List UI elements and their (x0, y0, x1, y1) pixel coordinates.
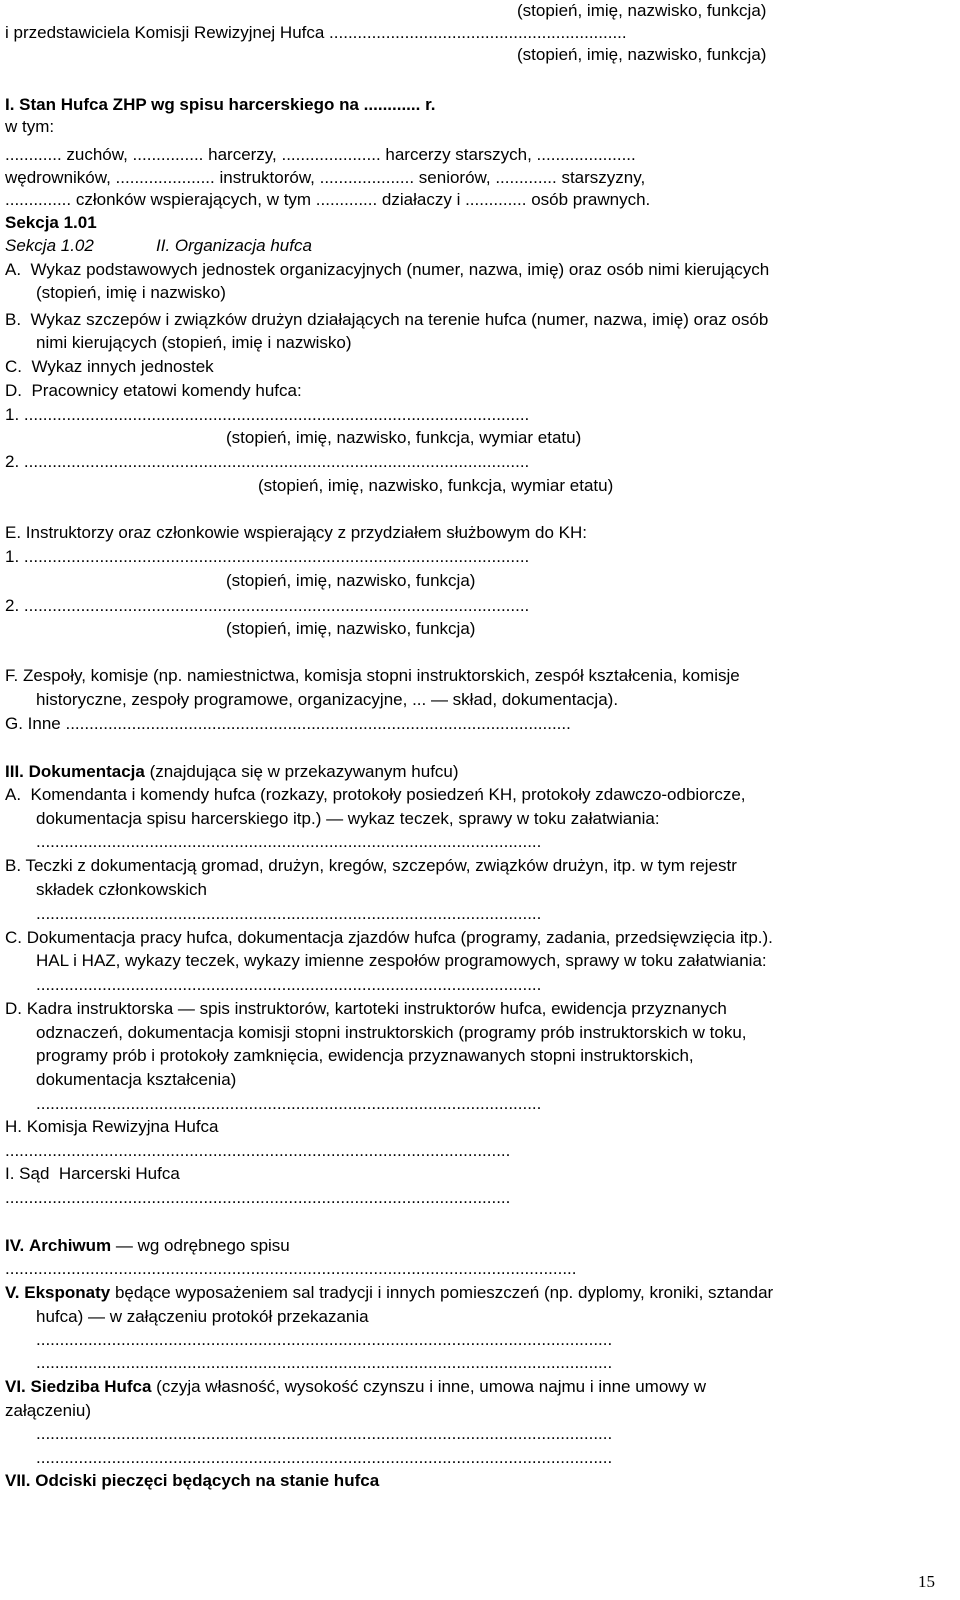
section-6-heading: VI. Siedziba Hufca (czyja własność, wysokość czynszu i inne, umowa najmu i inne umowy w (5, 1377, 707, 1396)
fill-line: ........................................................................................................... (36, 975, 542, 994)
fill-line: 2. ........................................................................................................... (5, 596, 530, 615)
section-7-heading: VII. Odciski pieczęci będących na stanie hufca (5, 1471, 380, 1490)
text-line: A. Wykaz podstawowych jednostek organizacyjnych (numer, nazwa, imię) oraz osób nimi kierujących (5, 260, 770, 279)
text-line: odznaczeń, dokumentacja komisji stopni instruktorskich (programy prób instruktorskich w toku, (36, 1023, 747, 1042)
caption: (stopień, imię, nazwisko, funkcja) (517, 1, 767, 20)
caption: (stopień, imię, nazwisko, funkcja, wymiar etatu) (258, 476, 614, 495)
text-line: w tym: (5, 117, 55, 136)
text-line: B. Teczki z dokumentacją gromad, drużyn, kregów, szczepów, związków drużyn, itp. w tym rejestr (5, 856, 737, 875)
section-1-heading: I. Stan Hufca ZHP wg spisu harcerskiego na ............ r. (5, 95, 436, 114)
text-line: B. Wykaz szczepów i związków drużyn działających na terenie hufca (numer, nazwa, imię) oraz osób (5, 310, 769, 329)
revision-line: i przedstawiciela Komisji Rewizyjnej Hufca ............................................................... (5, 23, 627, 42)
sekcja-heading: Sekcja 1.02 (5, 236, 94, 255)
fill-line: .......................................................................................................................... (36, 1424, 613, 1443)
text-line: .............. członków wspierających, w tym ............. działaczy i ............. osób prawnych. (5, 190, 651, 209)
text-line: dokumentacja spisu harcerskiego itp.) — wykaz teczek, sprawy w toku załatwiania: (36, 809, 660, 828)
text-line: C. Dokumentacja pracy hufca, dokumentacja zjazdów hufca (programy, zadania, przedsięwzięcia itp.). (5, 928, 773, 947)
text-line: A. Komendanta i komendy hufca (rozkazy, protokoły posiedzeń KH, protokoły zdawczo-odbiorcze, (5, 785, 746, 804)
page-number: 15 (918, 1572, 935, 1591)
text-line: dokumentacja kształcenia) (36, 1070, 237, 1089)
text-line: F. Zespoły, komisje (np. namiestnictwa, komisja stopni instruktorskich, zespół kształcenia, komisje (5, 666, 740, 685)
fill-line: .......................................................................................................................... (36, 1353, 613, 1372)
text-line: nimi kierujących (stopień, imię i nazwisko) (36, 333, 352, 352)
text-line: ............ zuchów, ............... harcerzy, ..................... harcerzy starszych, ..................... (5, 145, 636, 164)
text-line: E. Instruktorzy oraz członkowie wspierający z przydziałem służbowym do KH: (5, 523, 587, 542)
text-line: historyczne, zespoły programowe, organizacyjne, ... — skład, dokumentacja). (36, 690, 619, 709)
text-line: H. Komisja Rewizyjna Hufca (5, 1117, 219, 1136)
caption: (stopień, imię, nazwisko, funkcja, wymiar etatu) (226, 428, 582, 447)
section-2-heading: II. Organizacja hufca (156, 236, 312, 255)
fill-line: ......................................................................................................................... (5, 1259, 577, 1278)
text-line: hufca) — w załączeniu protokół przekazania (36, 1307, 369, 1326)
text-line: D. Kadra instruktorska — spis instruktorów, kartoteki instruktorów hufca, ewidencja przyznanych (5, 999, 727, 1018)
fill-line: 1. ........................................................................................................... (5, 547, 530, 566)
text-line: wędrowników, ..................... instruktorów, .................... seniorów, ............. starszyzny, (5, 168, 646, 187)
section-4-heading: IV. Archiwum — wg odrębnego spisu (5, 1236, 290, 1255)
fill-line: ........................................................................................................... (36, 832, 542, 851)
text-line: programy prób i protokoły zamknięcia, ewidencja przyznawanych stopni instruktorskich, (36, 1046, 694, 1065)
sekcja-heading: Sekcja 1.01 (5, 213, 97, 232)
section-5-heading: V. Eksponaty będące wyposażeniem sal tradycji i innych pomieszczeń (np. dyplomy, kroniki, sztandar (5, 1283, 774, 1302)
text-line: G. Inne ........................................................................................................... (5, 714, 571, 733)
text-line: (stopień, imię i nazwisko) (36, 283, 226, 302)
fill-line: 2. ........................................................................................................... (5, 452, 530, 471)
text-line: D. Pracownicy etatowi komendy hufca: (5, 381, 302, 400)
text-line: I. Sąd Harcerski Hufca (5, 1164, 180, 1183)
text-line: HAL i HAZ, wykazy teczek, wykazy imienne zespołów programowych, sprawy w toku załatwiania: (36, 951, 767, 970)
caption: (stopień, imię, nazwisko, funkcja) (226, 571, 476, 590)
text-line: załączeniu) (5, 1401, 91, 1420)
section-3-heading: III. Dokumentacja (znajdująca się w przekazywanym hufcu) (5, 762, 459, 781)
fill-line: ........................................................................................................... (5, 1141, 511, 1160)
text-line: C. Wykaz innych jednostek (5, 357, 214, 376)
fill-line: 1. ........................................................................................................... (5, 405, 530, 424)
text-line: składek członkowskich (36, 880, 208, 899)
fill-line: ........................................................................................................... (36, 904, 542, 923)
caption: (stopień, imię, nazwisko, funkcja) (517, 45, 767, 64)
fill-line: .......................................................................................................................... (36, 1330, 613, 1349)
caption: (stopień, imię, nazwisko, funkcja) (226, 619, 476, 638)
fill-line: ........................................................................................................... (36, 1094, 542, 1113)
fill-line: ........................................................................................................... (5, 1188, 511, 1207)
fill-line: .......................................................................................................................... (36, 1448, 613, 1467)
